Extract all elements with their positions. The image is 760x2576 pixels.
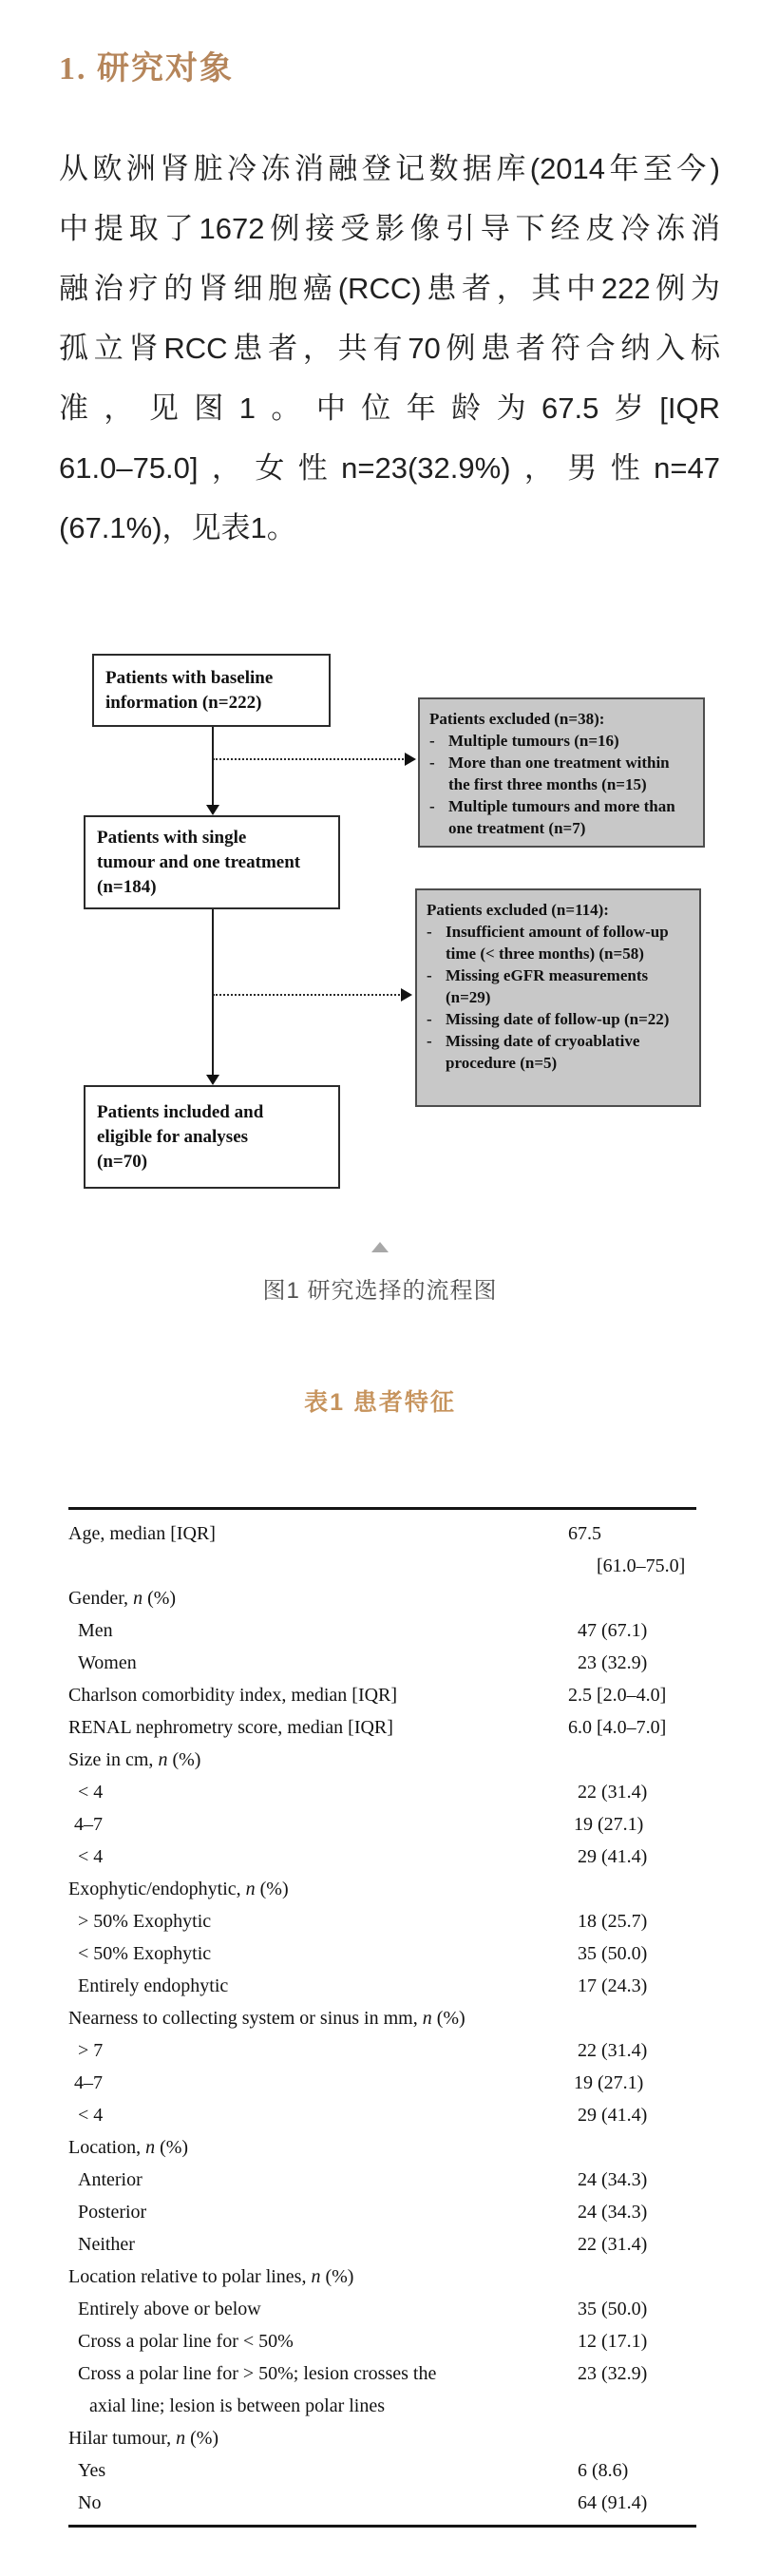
row-label: Exophytic/endophytic, n (%) [68, 1879, 289, 1899]
patient-table [68, 1507, 696, 2528]
row-label: RENAL nephrometry score, median [IQR] [68, 1717, 393, 1738]
table-row [68, 1679, 696, 1711]
row-label: Yes [78, 2460, 106, 2481]
table-row [68, 1711, 696, 1744]
table-row [68, 2002, 696, 2034]
flow-connector-line [212, 909, 214, 1076]
paragraph-line: 融治疗的肾细胞癌(RCC)患者，其中222例为 [59, 272, 720, 305]
paragraph [59, 139, 720, 558]
table-row [68, 1582, 696, 1614]
table-row [68, 1905, 696, 1937]
bullet-dash: - [427, 923, 432, 941]
row-value-continued: [61.0–75.0] [597, 1555, 686, 1576]
row-value: 6 (8.6) [578, 2460, 629, 2481]
bullet-text: More than one treatment within the first three months (n=15) [448, 754, 670, 793]
arrow-down-icon [206, 1075, 219, 1085]
table-row [68, 2454, 696, 2487]
table-row [68, 1970, 696, 2002]
arrow-down-icon [206, 805, 219, 815]
flow-box-title: Patients excluded (n=114): [427, 901, 609, 919]
flow-box-bullet [429, 752, 694, 795]
flow-box-text: Patients with single [97, 828, 247, 848]
flow-dotted-connector [213, 758, 407, 760]
table-row [68, 2164, 696, 2196]
table-row [68, 2422, 696, 2454]
row-label: < 4 [78, 1782, 104, 1803]
bullet-text: Missing date of follow-up (n=22) [446, 1010, 670, 1028]
row-label: < 4 [78, 1846, 104, 1867]
table-row [68, 1744, 696, 1776]
flow-box-text: Patients included and [97, 1102, 264, 1122]
flow-box-text: eligible for analyses [97, 1127, 249, 1147]
flow-box-text: (n=70) [97, 1152, 148, 1172]
table-row [68, 1614, 696, 1647]
row-value: 17 (24.3) [578, 1975, 648, 1996]
table-row [68, 1808, 696, 1841]
row-label: 4–7 [74, 2072, 103, 2093]
row-value: 22 (31.4) [578, 1782, 648, 1803]
bullet-dash: - [429, 732, 435, 750]
bullet-text: Missing date of cryoablative procedure (n=5) [446, 1032, 640, 1072]
row-label: Location relative to polar lines, n (%) [68, 2266, 354, 2287]
table-row [68, 2261, 696, 2293]
flow-box-single-tumour [84, 815, 340, 909]
bullet-text: Missing eGFR measurements (n=29) [446, 966, 649, 1006]
row-value: 23 (32.9) [578, 2363, 648, 2384]
row-label: Location, n (%) [68, 2137, 189, 2158]
bullet-text: Multiple tumours and more than one treatment (n=7) [448, 797, 675, 837]
row-value: 64 (91.4) [578, 2492, 648, 2513]
table-row [68, 1937, 696, 1970]
row-label: Posterior [78, 2202, 147, 2223]
table-row [68, 2325, 696, 2357]
row-label: Age, median [IQR] [68, 1523, 216, 1544]
table-row [68, 2067, 696, 2099]
figure-caption: 图1 研究选择的流程图 [262, 1278, 498, 1304]
row-label: < 4 [78, 2105, 104, 2126]
flow-box-baseline [92, 654, 331, 727]
bullet-dash: - [427, 1010, 432, 1028]
row-label: > 7 [78, 2040, 104, 2061]
bullet-dash: - [427, 1032, 432, 1050]
flow-box-text: (n=184) [97, 877, 157, 897]
flow-box-excluded-38 [418, 697, 705, 848]
row-value: 19 (27.1) [574, 1814, 644, 1835]
flow-box-bullet [427, 1030, 690, 1074]
row-value: 67.5 [61.0–75.0] [568, 1517, 696, 1582]
paragraph-line: 孤立肾RCC患者，共有70例患者符合纳入标 [59, 332, 720, 365]
bullet-text: Multiple tumours (n=16) [448, 732, 619, 750]
table-row [68, 2099, 696, 2131]
row-label: Cross a polar line for > 50%; lesion crosses the axial line; lesion is between polar lines [68, 2357, 578, 2422]
row-label: Entirely endophytic [78, 1975, 229, 1996]
bullet-text: Insufficient amount of follow-up time (< three months) (n=58) [446, 923, 669, 963]
paragraph-line: 中提取了1672例接受影像引导下经皮冷冻消 [59, 212, 720, 245]
paragraph-line: 61.0–75.0]，女性n=23(32.9%)，男性n=47 [59, 451, 720, 485]
bullet-dash: - [429, 754, 435, 772]
table-row [68, 1841, 696, 1873]
arrow-right-icon [405, 753, 416, 766]
flow-box-text: Patients with baseline [105, 668, 274, 688]
flow-box-bullet [427, 1008, 690, 1030]
row-label: 4–7 [74, 1814, 103, 1835]
row-value: 47 (67.1) [578, 1620, 648, 1641]
table-row [68, 1647, 696, 1679]
table-title: 表1 患者特征 [304, 1389, 456, 1416]
row-label: Nearness to collecting system or sinus in mm, n (%) [68, 2008, 466, 2029]
row-label: Anterior [78, 2169, 142, 2190]
row-label: Size in cm, n (%) [68, 1749, 201, 1770]
row-value: 29 (41.4) [578, 2105, 648, 2126]
table-row [68, 1517, 696, 1582]
row-label: Hilar tumour, n (%) [68, 2428, 219, 2449]
row-value: 24 (34.3) [578, 2169, 648, 2190]
row-label: No [78, 2492, 102, 2513]
row-label: < 50% Exophytic [78, 1943, 212, 1964]
flow-box-title: Patients excluded (n=38): [429, 710, 605, 728]
flow-box-excluded-114 [415, 888, 701, 1107]
flow-box-text: information (n=222) [105, 693, 262, 713]
paragraph-line: (67.1%)，见表1。 [59, 511, 296, 544]
row-value: 24 (34.3) [578, 2202, 648, 2223]
section-title: 1. 研究对象 [59, 51, 234, 86]
row-value: 22 (31.4) [578, 2040, 648, 2061]
row-label: Men [78, 1620, 113, 1641]
flow-box-text: tumour and one treatment [97, 852, 301, 872]
table-row [68, 2196, 696, 2228]
flow-box-bullet [429, 795, 694, 839]
row-value: 2.5 [2.0–4.0] [568, 1685, 667, 1706]
flow-box-bullet [427, 964, 690, 1008]
row-value: 18 (25.7) [578, 1911, 648, 1932]
row-value: 29 (41.4) [578, 1846, 648, 1867]
flow-box-bullet [429, 730, 694, 752]
collapse-triangle-icon[interactable] [371, 1242, 389, 1252]
row-value: 22 (31.4) [578, 2234, 648, 2255]
table-row [68, 2357, 696, 2422]
row-label: Charlson comorbidity index, median [IQR] [68, 1685, 398, 1706]
flow-box-bullet [427, 921, 690, 964]
arrow-right-icon [401, 988, 412, 1002]
table-row [68, 2034, 696, 2067]
row-label: Women [78, 1652, 137, 1673]
table-row [68, 1776, 696, 1808]
row-value: 35 (50.0) [578, 2299, 648, 2319]
row-label: > 50% Exophytic [78, 1911, 212, 1932]
bullet-dash: - [429, 797, 435, 815]
row-value: 6.0 [4.0–7.0] [568, 1717, 667, 1738]
row-value: 12 (17.1) [578, 2331, 648, 2352]
row-label: Gender, n (%) [68, 1588, 177, 1609]
row-label: Entirely above or below [78, 2299, 261, 2319]
table-row [68, 2293, 696, 2325]
flow-connector-line [212, 727, 214, 808]
row-label-continued: axial line; lesion is between polar lines [89, 2395, 386, 2416]
flow-dotted-connector [213, 994, 403, 996]
paragraph-line: 从欧洲肾脏冷冻消融登记数据库(2014年至今) [59, 152, 720, 185]
bullet-dash: - [427, 966, 432, 984]
table-row [68, 1873, 696, 1905]
paragraph-line: 准，见图1。中位年龄为67.5岁[IQR [59, 391, 720, 425]
table-row [68, 2131, 696, 2164]
row-value: 35 (50.0) [578, 1943, 648, 1964]
row-label: Cross a polar line for < 50% [78, 2331, 294, 2352]
table-row [68, 2487, 696, 2519]
row-value: 19 (27.1) [574, 2072, 644, 2093]
table-row [68, 2228, 696, 2261]
flow-box-included [84, 1085, 340, 1189]
row-label: Neither [78, 2234, 135, 2255]
row-value: 23 (32.9) [578, 1652, 648, 1673]
